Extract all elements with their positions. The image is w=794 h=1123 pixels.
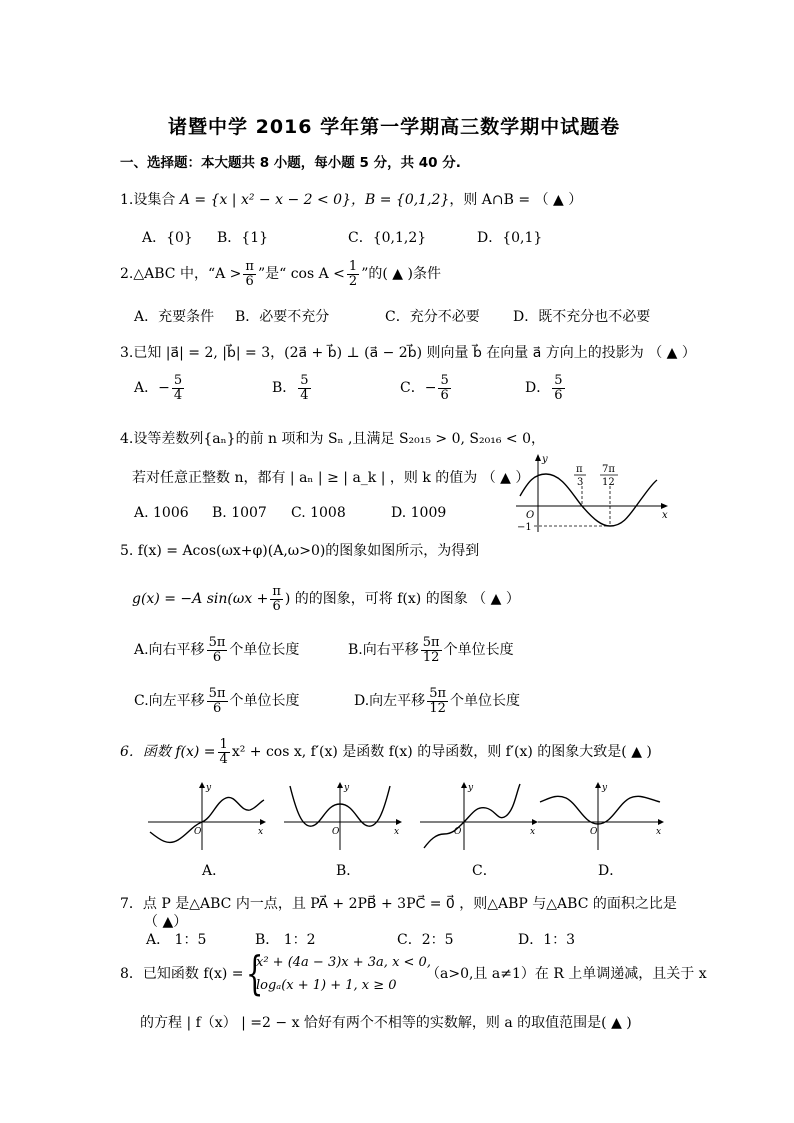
question-5-stem-2: g(x) = −A sin(ωx + $\frac{\pi}{6}$ ) 的的图象，可将 f(x) 的图象 （ ▲ ）: [132, 584, 520, 614]
graph-c-x-label: x: [530, 827, 536, 837]
question-1-stem: 1.设集合 A = {x | x² − x − 2 < 0}，B = {0,1,2}，则 A∩B = （ ▲ ）: [120, 192, 583, 208]
question-3-stem: 3.已知 |a⃗| = 2, |b⃗| = 3，(2a⃗ + b⃗) ⊥ (a⃗ − 2b⃗) 则向量 b⃗ 在向量 a⃗ 方向上的投影为 （ ▲ ）: [120, 345, 696, 361]
question-8-stem-2: 的方程 | f（x） | =2 − x 恰好有两个不相等的实数解，则 a 的取值范围是( ▲ ): [140, 1015, 632, 1031]
q5-option-c: C.向左平移 $\frac{5\pi}{6}$ 个单位长度: [134, 686, 300, 716]
q1-option-a: A．{0}: [142, 230, 193, 246]
q7-option-a: A． 1：5: [146, 932, 207, 948]
q4-option-b: B. 1007: [212, 505, 267, 521]
graph-a: [146, 780, 270, 852]
y-axis-label: y: [542, 454, 548, 465]
graph-d-x-label: x: [656, 827, 662, 837]
q3-option-d: D． $\frac{5}{6}$: [525, 373, 563, 403]
question-7-stem: 7．点 P 是△ABC 内一点，且 PA⃗ + 2PB⃗ + 3PC⃗ = 0⃗ ，则△ABP 与△ABC 的面积之比是: [120, 896, 677, 912]
question-8-pre: 8．已知函数 f(x) =: [120, 966, 244, 982]
section-heading: 一、选择题：本大题共 8 小题，每小题 5 分，共 40 分.: [120, 155, 461, 171]
piecewise-case-2: logₐ(x + 1) + 1, x ≥ 0: [256, 978, 397, 993]
graph-a-y-label: y: [206, 783, 212, 793]
question-2-stem: 2.△ABC 中，“A > $\frac{\pi}{6}$ ”是“ cos A < $\frac{1}{2}$ ”的( ▲ )条件: [120, 259, 441, 289]
graph-c-y-label: y: [468, 783, 474, 793]
graph-b-y-label: y: [344, 783, 350, 793]
q4-option-c: C. 1008: [291, 505, 346, 521]
q4-option-a: A. 1006: [134, 505, 189, 521]
tick-7pi-12-den: 12: [602, 477, 615, 488]
q3-option-a: A．− $\frac{5}{4}$: [134, 373, 183, 403]
q2-option-c: C．充分不必要: [385, 309, 480, 325]
cosine-graph: [512, 452, 672, 534]
question-6-stem: 6．函数 f(x) = $\frac{1}{4}$ x² + cos x, f′(x) 是函数 f(x) 的导函数，则 f′(x) 的图象大致是( ▲ ): [120, 737, 652, 767]
tick-minus-1: −1: [517, 522, 532, 533]
q5-option-a: A.向右平移 $\frac{5\pi}{6}$ 个单位长度: [134, 635, 300, 665]
graph-b-x-label: x: [394, 827, 400, 837]
q5-option-b: B.向右平移 $\frac{5\pi}{12}$ 个单位长度: [348, 635, 514, 665]
q7-option-b: B． 1：2: [255, 932, 316, 948]
question-4-stem-1: 4.设等差数列{aₙ}的前 n 项和为 Sₙ ,且满足 S₂₀₁₅ > 0, S₂₀₁₆ < 0，: [120, 431, 545, 447]
q1-option-c: C．{0,1,2}: [348, 230, 427, 246]
tick-7pi-12-num: 7π: [602, 464, 615, 475]
graph-d-y-label: y: [602, 783, 608, 793]
graph-d: [536, 780, 670, 852]
q2-option-b: B．必要不充分: [235, 309, 330, 325]
q3-option-b: B． $\frac{5}{4}$: [272, 373, 309, 403]
q3-option-c: C．− $\frac{5}{6}$: [400, 373, 449, 403]
graph-c: [418, 780, 542, 852]
q4-option-d: D. 1009: [391, 505, 447, 521]
q5-option-d: D.向左平移 $\frac{5\pi}{12}$ 个单位长度: [354, 686, 521, 716]
graph-b-origin: O: [332, 827, 340, 837]
graph-c-origin: O: [454, 827, 462, 837]
q6-label-d: D．: [598, 863, 624, 879]
graph-b: [282, 780, 406, 852]
q2-option-a: A．充要条件: [134, 309, 215, 325]
q1-option-b: B．{1}: [217, 230, 269, 246]
piecewise-brace: {: [245, 946, 264, 1000]
q1-option-d: D．{0,1}: [477, 230, 543, 246]
graph-a-x-label: x: [258, 827, 264, 837]
q7-option-c: C．2：5: [397, 932, 454, 948]
tick-pi-3-den: 3: [577, 477, 584, 488]
question-8-post: （a>0,且 a≠1）在 R 上单调递减，且关于 x: [426, 966, 707, 982]
graph-a-origin: O: [194, 827, 202, 837]
question-7-answer-mark: （ ▲）: [144, 914, 188, 930]
x-axis-label: x: [662, 510, 668, 521]
q2-option-d: D．既不充分也不必要: [513, 309, 651, 325]
q7-option-d: D．1：3: [518, 932, 576, 948]
q6-label-c: C．: [472, 863, 497, 879]
q6-label-a: A．: [202, 863, 227, 879]
piecewise-case-1: x² + (4a − 3)x + 3a, x < 0,: [256, 955, 431, 970]
question-5-stem-1: 5. f(x) = Acos(ωx+φ)(A,ω>0)的图象如图所示，为得到: [120, 543, 480, 559]
origin-label: O: [526, 510, 535, 521]
page-title: 诸暨中学 2016 学年第一学期高三数学期中试题卷: [168, 116, 621, 138]
graph-d-origin: O: [590, 827, 598, 837]
q6-label-b: B．: [336, 863, 361, 879]
question-4-stem-2: 若对任意正整数 n，都有 | aₙ | ≥ | a_k | ，则 k 的值为 （ ▲ ）: [132, 470, 530, 486]
tick-pi-3-num: π: [576, 464, 583, 475]
